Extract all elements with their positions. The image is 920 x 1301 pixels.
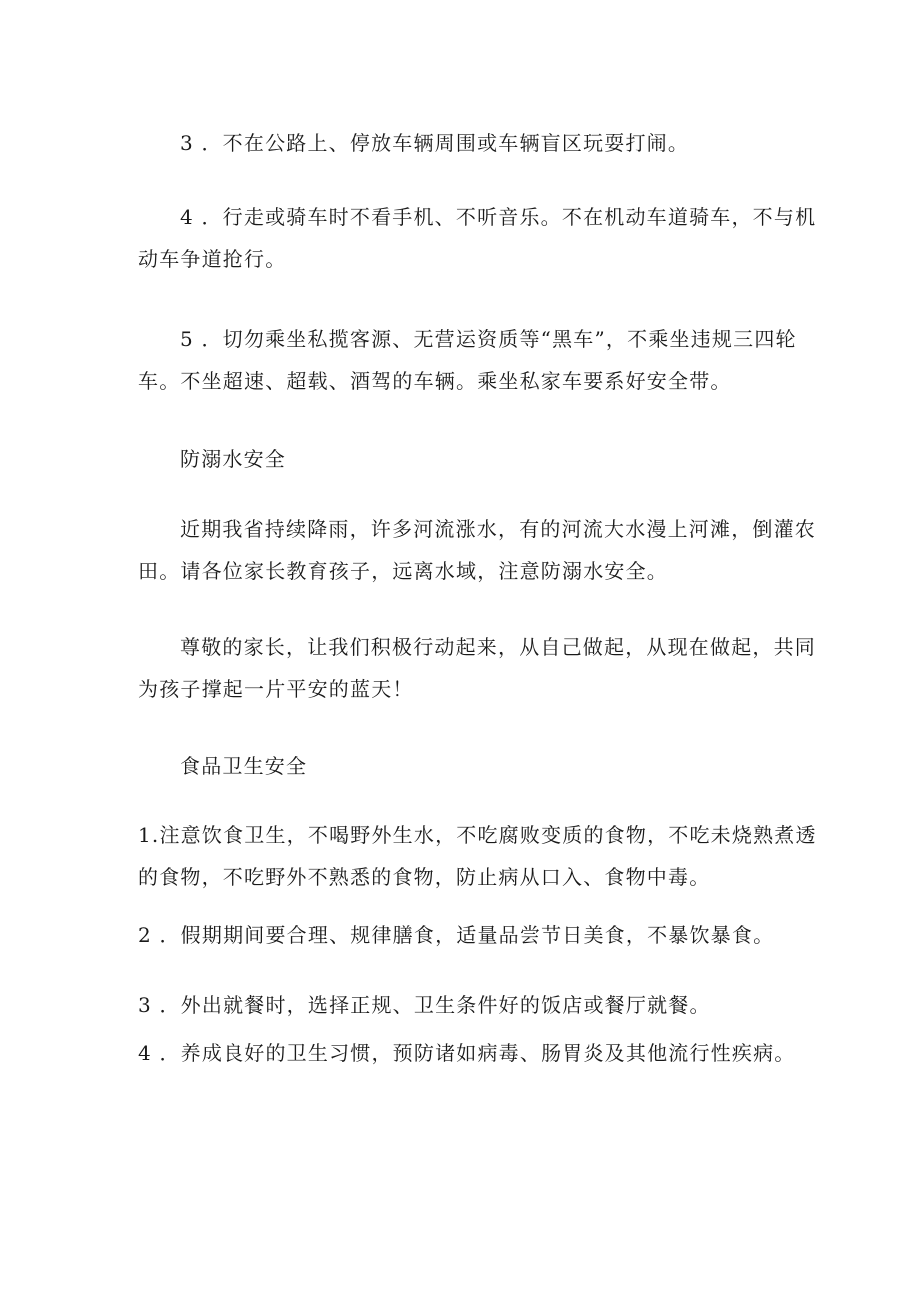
food-item-1 [138,814,817,898]
traffic-item-5 [138,318,797,402]
section-heading-drowning: 防溺水安全 [180,447,286,471]
text-line: 的食物，不吃野外不熟悉的食物，防止病从口入、食物中毒。 [138,865,711,889]
food-item-2 [138,914,788,956]
text-line: 尊敬的家长，让我们积极行动起来，从自己做起，从现在做起，共同 [180,635,816,659]
closing-paragraph [138,626,816,710]
text-line: 车。不坐超速、超载、酒驾的车辆。乘坐私家车要系好安全带。 [138,369,732,393]
traffic-item-3 [138,122,788,164]
text-line: 近期我省持续降雨，许多河流涨水，有的河流大水漫上河滩，倒灌农 [180,517,816,541]
text-line: 4 ．养成良好的卫生习惯，预防诸如病毒、肠胃炎及其他流行性疾病。 [138,1041,796,1065]
text-line: 5 ．切勿乘坐私揽客源、无营运资质等“黑车”，不乘坐违规三四轮 [180,327,797,351]
traffic-item-4 [138,196,817,280]
text-line: 4 ．行走或骑车时不看手机、不听音乐。不在机动车道骑车，不与机 [180,205,817,229]
section-heading-food: 食品卫生安全 [180,754,308,778]
food-item-4 [138,1032,796,1074]
text-line: 2 ．假期期间要合理、规律膳食，适量品尝节日美食，不暴饮暴食。 [138,923,775,947]
drowning-paragraph [138,508,816,592]
text-line: 3 ．外出就餐时，选择正规、卫生条件好的饭店或餐厅就餐。 [138,993,711,1017]
text-line: 田。请各位家长教育孩子，远离水域，注意防溺水安全。 [138,559,668,583]
text-line: 为孩子撑起一片平安的蓝天！ [138,677,414,701]
text-line: 动车争道抢行。 [138,247,287,271]
text-line: 1.注意饮食卫生，不喝野外生水，不吃腐败变质的食物，不吃未烧熟煮透 [138,823,817,847]
food-item-3 [138,984,788,1026]
text-line: 3 ．不在公路上、停放车辆周围或车辆盲区玩耍打闹。 [180,131,690,155]
